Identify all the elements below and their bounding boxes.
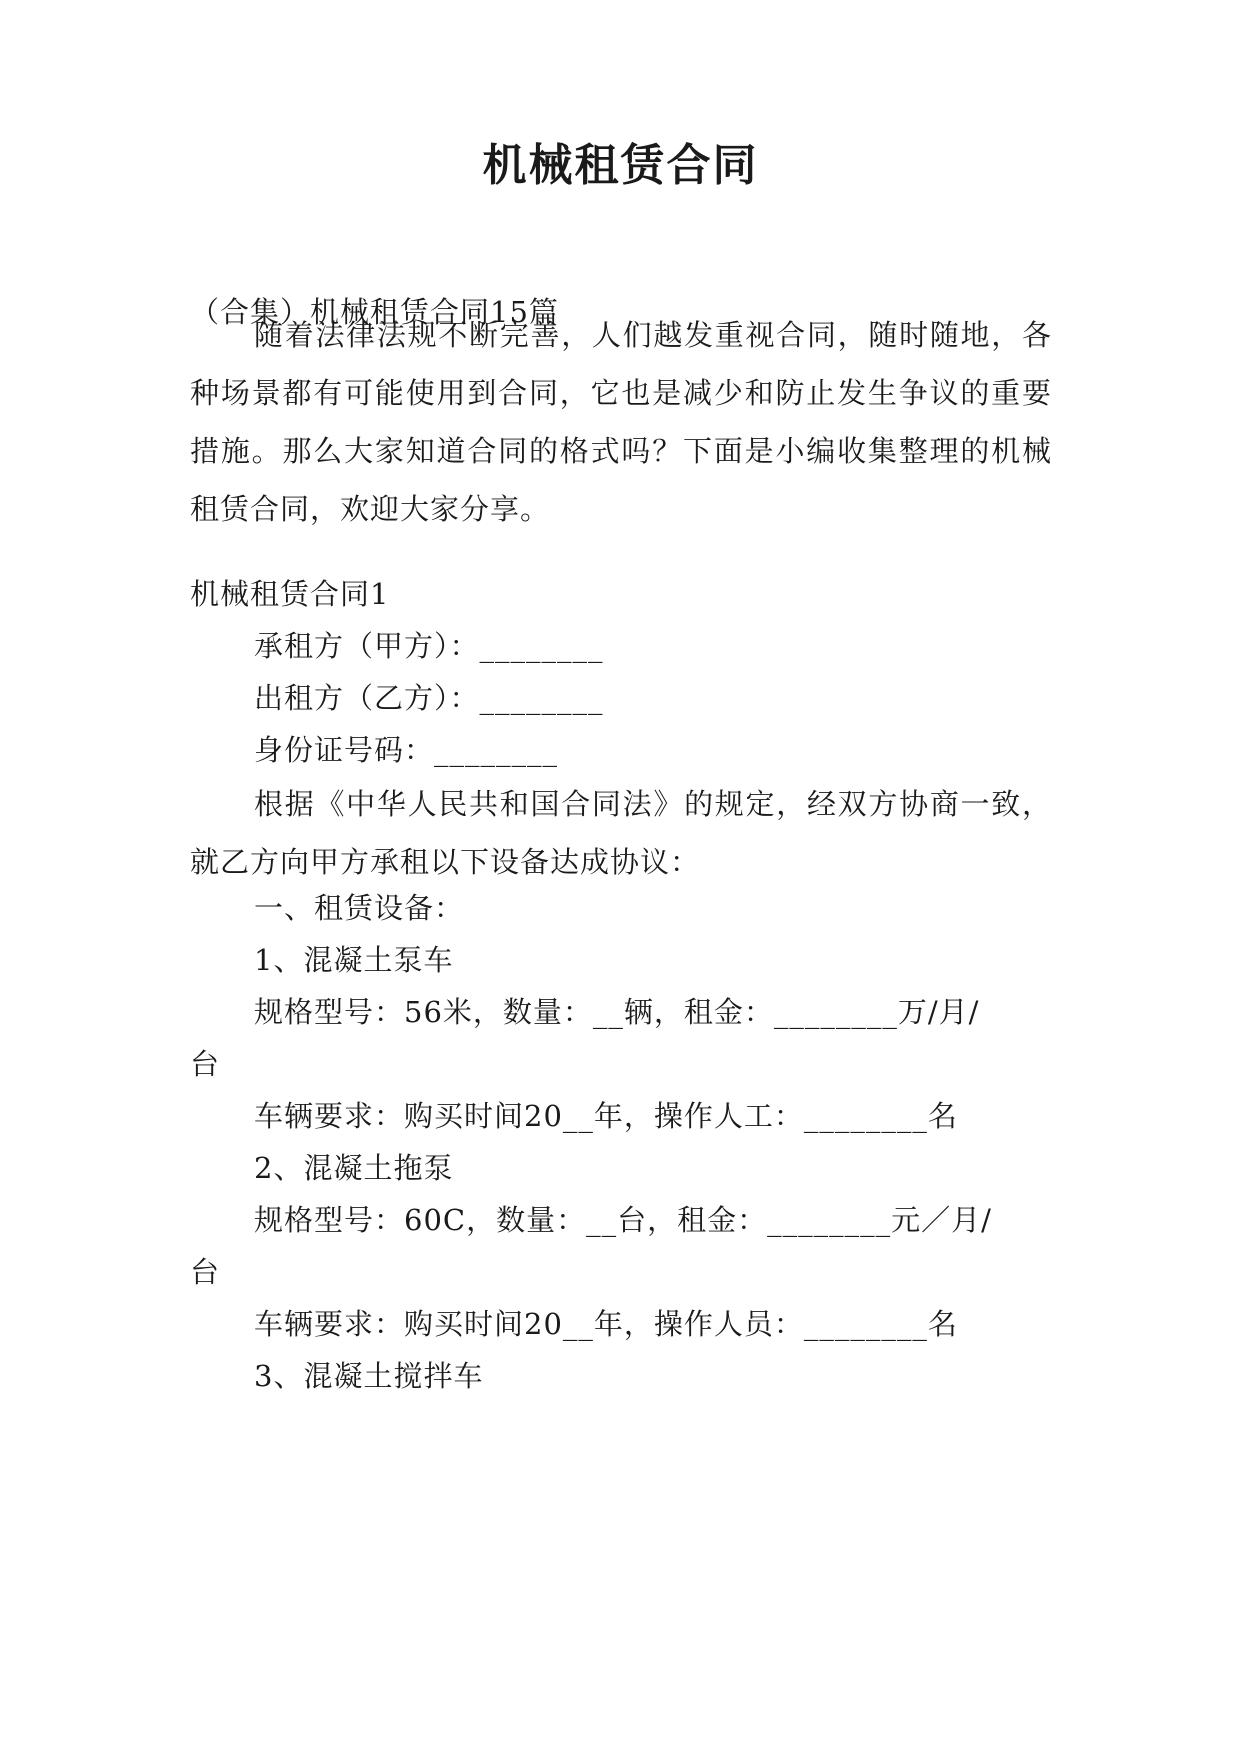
- lessee-field: 承租方（甲方）：________: [254, 629, 604, 663]
- item-1-title: 1、混凝土泵车: [254, 943, 454, 977]
- item-3-title: 3、混凝土搅拌车: [254, 1359, 484, 1393]
- clause-1-heading: 一、租赁设备：: [254, 891, 465, 925]
- basis-paragraph: 根据《中华人民共和国合同法》的规定，经双方协商一致，就乙方向甲方承租以下设备达成协议：: [190, 787, 1052, 879]
- intro-paragraph: 随着法律法规不断完善，人们越发重视合同，随时随地，各种场景都有可能使用到合同，它也是减少和防止发生争议的重要措施。那么大家知道合同的格式吗？下面是小编收集整理的机械租赁合同，欢迎大家分享。: [190, 318, 1052, 526]
- document-title: 机械租赁合同: [482, 140, 759, 191]
- item-2-requirement: 车辆要求：购买时间20__年，操作人员：________名: [254, 1307, 958, 1341]
- item-2-title: 2、混凝土拖泵: [254, 1151, 454, 1185]
- id-number-field: 身份证号码：________: [254, 733, 559, 767]
- document-subtitle: （合集）机械租赁合同15篇: [190, 295, 559, 329]
- item-1-requirement: 车辆要求：购买时间20__年，操作人工：________名: [254, 1099, 958, 1133]
- item-2-spec-tail: 台: [190, 1255, 221, 1289]
- item-1-spec-tail: 台: [190, 1047, 221, 1081]
- item-2-spec: 规格型号：60C，数量：__台，租金：________元／月/: [254, 1203, 992, 1237]
- item-1-spec: 规格型号：56米，数量：__辆，租金：________万/月/: [254, 995, 980, 1029]
- section-heading: 机械租赁合同1: [190, 577, 390, 611]
- lessor-field: 出租方（乙方）：________: [254, 681, 604, 715]
